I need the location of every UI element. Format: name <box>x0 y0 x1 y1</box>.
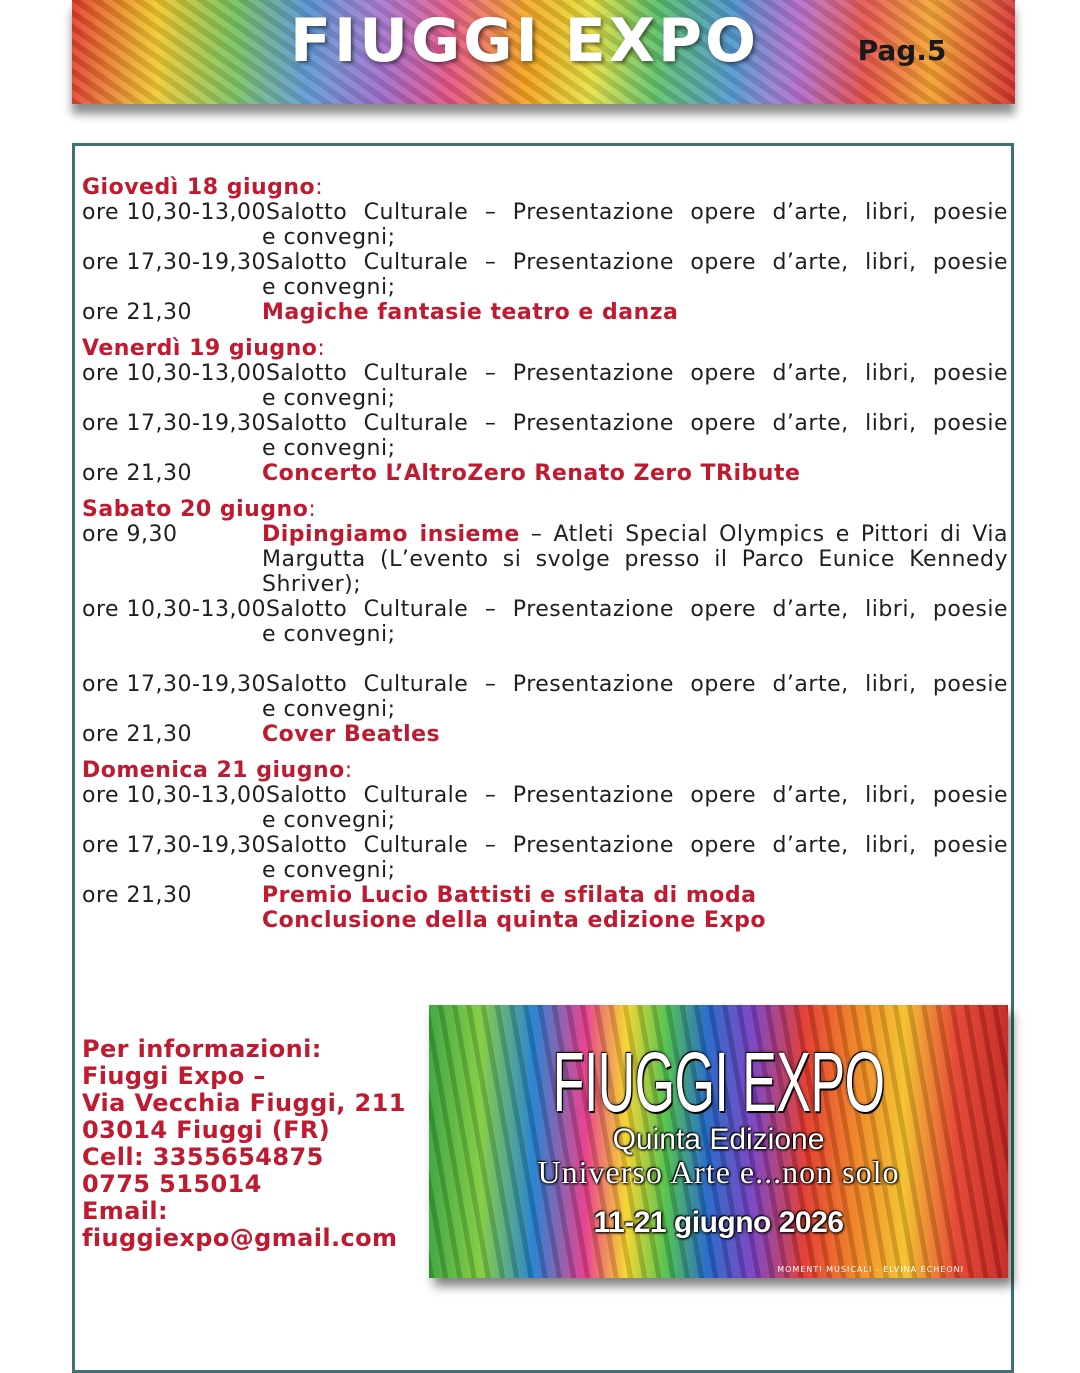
contact-organization: Fiuggi Expo – <box>82 1062 266 1090</box>
highlight-event: Conclusione della quinta edizione Expo <box>262 908 767 933</box>
event-description: Salotto Culturale – Presentazione opere d’arte, libri, poesie <box>265 672 1008 697</box>
poster-tagline: Universo Arte e...non solo <box>537 1154 900 1190</box>
day-heading-saturday: Sabato 20 giugno: <box>82 497 317 522</box>
time-label: ore 21,30 <box>82 722 193 747</box>
day-heading-sunday: Domenica 21 giugno: <box>82 758 353 783</box>
event-description-continued: e convegni; <box>262 436 396 461</box>
poster-credit: MOMENTI MUSICALI - ELVINA ECHEONI <box>777 1265 964 1274</box>
poster-title: FIUGGI EXPO <box>552 1035 885 1129</box>
header-title: FIUGGI EXPO <box>290 6 759 76</box>
schedule-row <box>82 597 1008 622</box>
time-label: ore 9,30 <box>82 522 178 547</box>
schedule-row <box>82 461 1008 486</box>
highlight-event: Magiche fantasie teatro e danza <box>262 300 679 325</box>
poster-subtitle: Quinta Edizione <box>612 1123 825 1156</box>
time-label: ore 17,30-19,30 <box>82 833 266 858</box>
time-label: ore 17,30-19,30 <box>82 250 266 275</box>
schedule-row <box>82 300 1008 325</box>
day-label: Sabato 20 giugno <box>82 497 309 522</box>
time-label: ore 10,30-13,00 <box>82 783 266 808</box>
event-description-continued: e convegni; <box>262 275 396 300</box>
event-description: – Atleti Special Olympics e Pittori di Via Margutta (L’evento si svolge presso il Parco Eunice Kennedy Shriver); <box>262 522 1008 597</box>
schedule-row <box>82 833 1008 858</box>
schedule-row <box>82 672 1008 697</box>
contact-info <box>82 1036 422 1252</box>
time-label: ore 17,30-19,30 <box>82 411 266 436</box>
day-label: Giovedì 18 giugno <box>82 175 316 200</box>
day-label: Venerdì 19 giugno <box>82 336 318 361</box>
contact-city: 03014 Fiuggi (FR) <box>82 1116 331 1144</box>
page-number: Pag.5 <box>857 34 947 67</box>
schedule-row <box>82 200 1008 225</box>
event-description: Salotto Culturale – Presentazione opere d’arte, libri, poesie <box>265 411 1008 436</box>
highlight-event: Premio Lucio Battisti e sfilata di moda <box>262 883 757 908</box>
event-description-continued: e convegni; <box>262 858 396 883</box>
schedule-row <box>82 783 1008 808</box>
highlight-event: Concerto L’AltroZero Renato Zero TRibute <box>262 461 801 486</box>
contact-email: fiuggiexpo@gmail.com <box>82 1224 398 1252</box>
expo-poster <box>429 1005 1008 1278</box>
event-description: Salotto Culturale – Presentazione opere d’arte, libri, poesie <box>265 200 1008 225</box>
time-label: ore 10,30-13,00 <box>82 200 266 225</box>
event-description: Salotto Culturale – Presentazione opere d’arte, libri, poesie <box>265 833 1008 858</box>
schedule-row <box>82 250 1008 275</box>
contact-phone: 0775 515014 <box>82 1170 262 1198</box>
contact-email-label: Email: <box>82 1197 169 1225</box>
time-label: ore 10,30-13,00 <box>82 361 266 386</box>
highlight-event <box>262 522 1008 597</box>
event-description: Salotto Culturale – Presentazione opere d’arte, libri, poesie <box>265 597 1008 622</box>
spacer <box>82 647 1008 672</box>
schedule-row <box>82 361 1008 386</box>
time-label: ore 21,30 <box>82 300 193 325</box>
header-banner <box>72 0 1015 104</box>
highlight-event: Cover Beatles <box>262 722 441 747</box>
day-heading-friday: Venerdì 19 giugno: <box>82 336 326 361</box>
schedule-row <box>82 883 1008 908</box>
poster-dates: 11-21 giugno 2026 <box>593 1206 844 1239</box>
day-heading-thursday: Giovedì 18 giugno: <box>82 175 324 200</box>
event-description: Salotto Culturale – Presentazione opere d’arte, libri, poesie <box>265 783 1008 808</box>
time-label: ore 10,30-13,00 <box>82 597 266 622</box>
event-description: Salotto Culturale – Presentazione opere d’arte, libri, poesie <box>265 250 1008 275</box>
schedule <box>82 175 1008 933</box>
schedule-row <box>82 411 1008 436</box>
day-label: Domenica 21 giugno <box>82 758 345 783</box>
time-label: ore 17,30-19,30 <box>82 672 266 697</box>
event-description-continued: e convegni; <box>262 808 396 833</box>
schedule-row <box>82 722 1008 747</box>
time-label: ore 21,30 <box>82 461 193 486</box>
time-label: ore 21,30 <box>82 883 193 908</box>
event-description-continued: e convegni; <box>262 225 396 250</box>
event-description-continued: e convegni; <box>262 386 396 411</box>
contact-mobile: Cell: 3355654875 <box>82 1143 324 1171</box>
contact-address: Via Vecchia Fiuggi, 211 <box>82 1089 406 1117</box>
event-description-continued: e convegni; <box>262 622 396 647</box>
contact-heading: Per informazioni: <box>82 1035 322 1063</box>
event-description-continued: e convegni; <box>262 697 396 722</box>
event-description: Salotto Culturale – Presentazione opere d’arte, libri, poesie <box>265 361 1008 386</box>
schedule-row <box>82 908 1008 933</box>
highlight-event-title: Dipingiamo insieme <box>262 522 520 547</box>
schedule-row <box>82 522 1008 597</box>
